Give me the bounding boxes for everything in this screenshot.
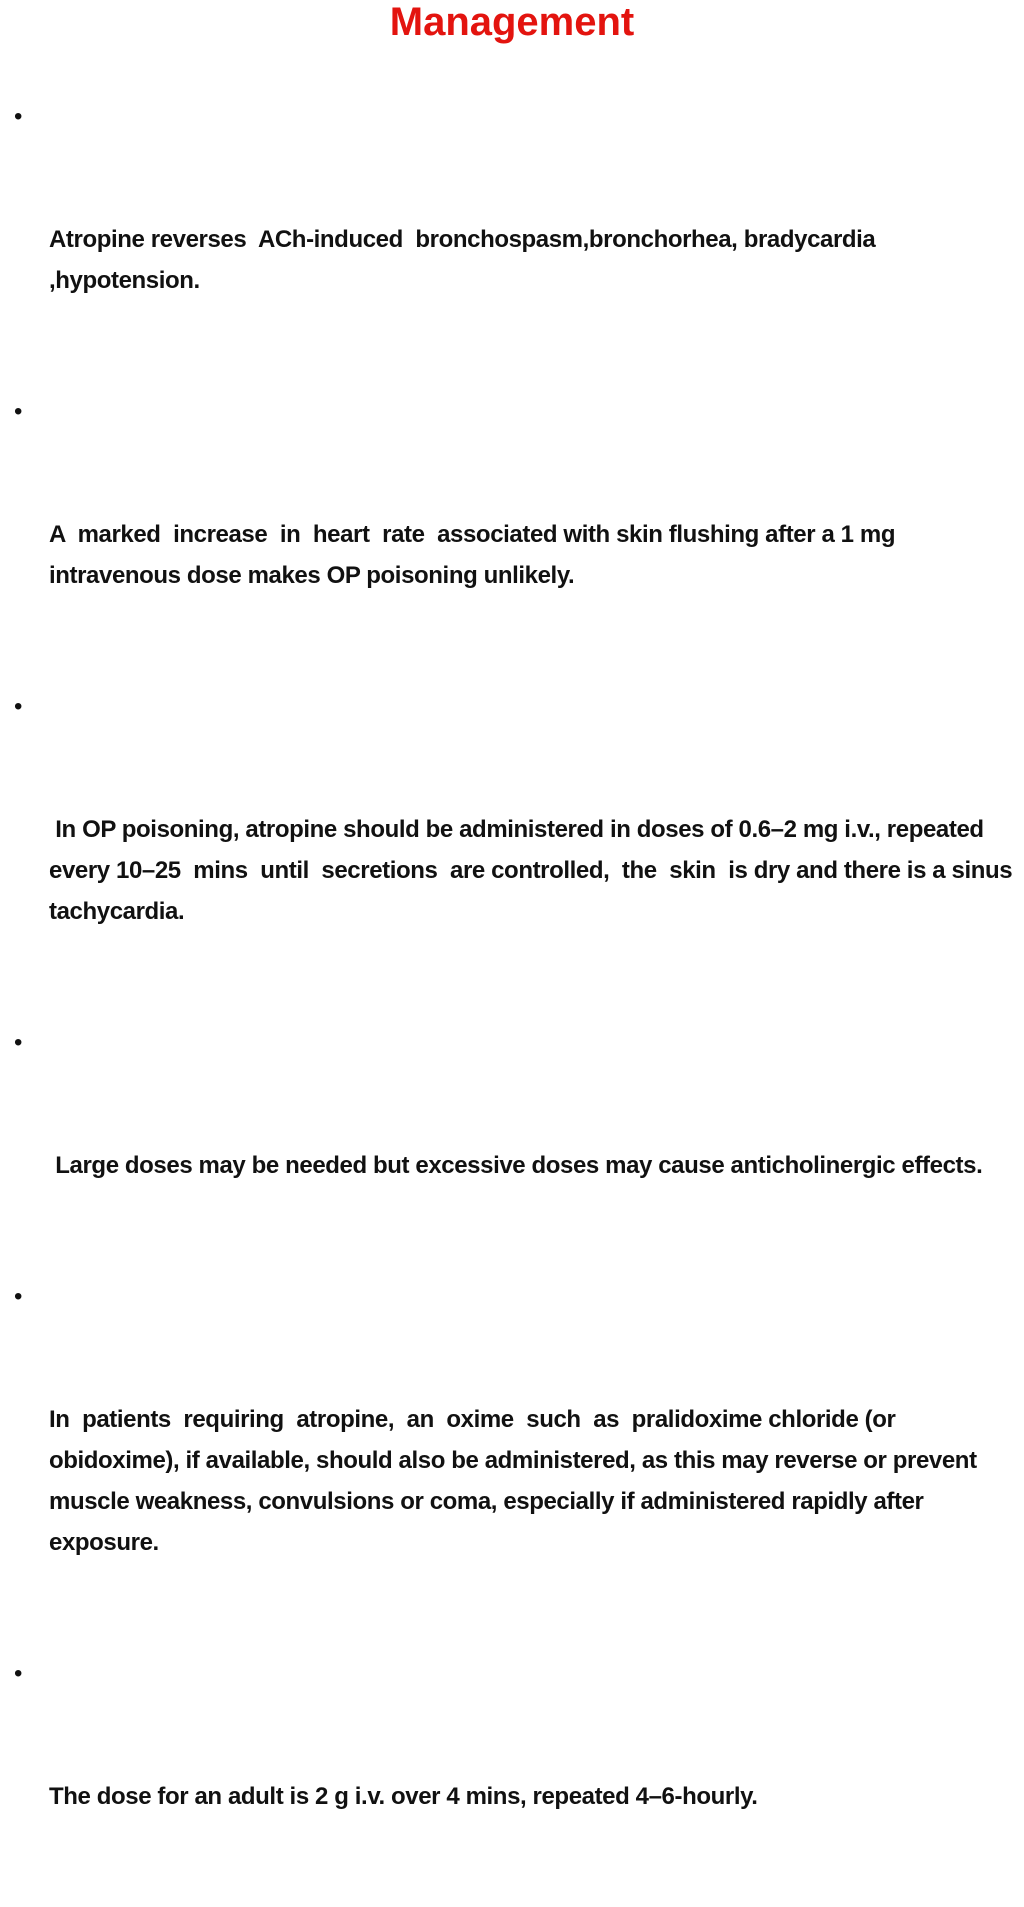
bullet-text: The dose for an adult is 2 g i.v. over 4 mins, repeated 4–6-hourly. <box>49 1783 758 1810</box>
bullet-list <box>14 96 1019 1907</box>
bullet-icon: • <box>14 1029 23 1056</box>
bullet-icon: • <box>14 1283 23 1310</box>
bullet-icon: • <box>14 693 23 720</box>
slide-title: Management <box>389 0 635 44</box>
bullet-text: In OP poisoning, atropine should be administered in doses of 0.6–2 mg i.v., repeated every 10–25 mins until secretions are controlled, the skin is dry and there is a sinus tachycardia. <box>49 816 1019 925</box>
bullet-icon: • <box>14 1660 23 1687</box>
bullet-icon: • <box>14 103 23 130</box>
bullet-text: A marked increase in heart rate associated with skin flushing after a 1 mg intravenous dose makes OP poisoning unlikely. <box>49 521 902 589</box>
list-item <box>14 686 1019 1014</box>
bullet-icon: • <box>14 398 23 425</box>
list-item <box>14 1022 1016 1268</box>
list-item <box>14 1276 1016 1645</box>
list-item <box>14 391 1016 678</box>
bullet-text: Atropine reverses ACh-induced bronchospasm,bronchorhea, bradycardia ,hypotension. <box>49 226 882 294</box>
bullet-text: In patients requiring atropine, an oxime such as pralidoxime chloride (or obidoxime), if available, should also be administered, as this may reverse or prevent muscle weakness, convulsions or coma, especially if administered rapidly after exposure. <box>49 1406 983 1556</box>
bullet-text: Large doses may be needed but excessive doses may cause anticholinergic effects. <box>49 1152 983 1179</box>
list-item <box>14 1653 1016 1899</box>
list-item <box>14 96 1016 383</box>
